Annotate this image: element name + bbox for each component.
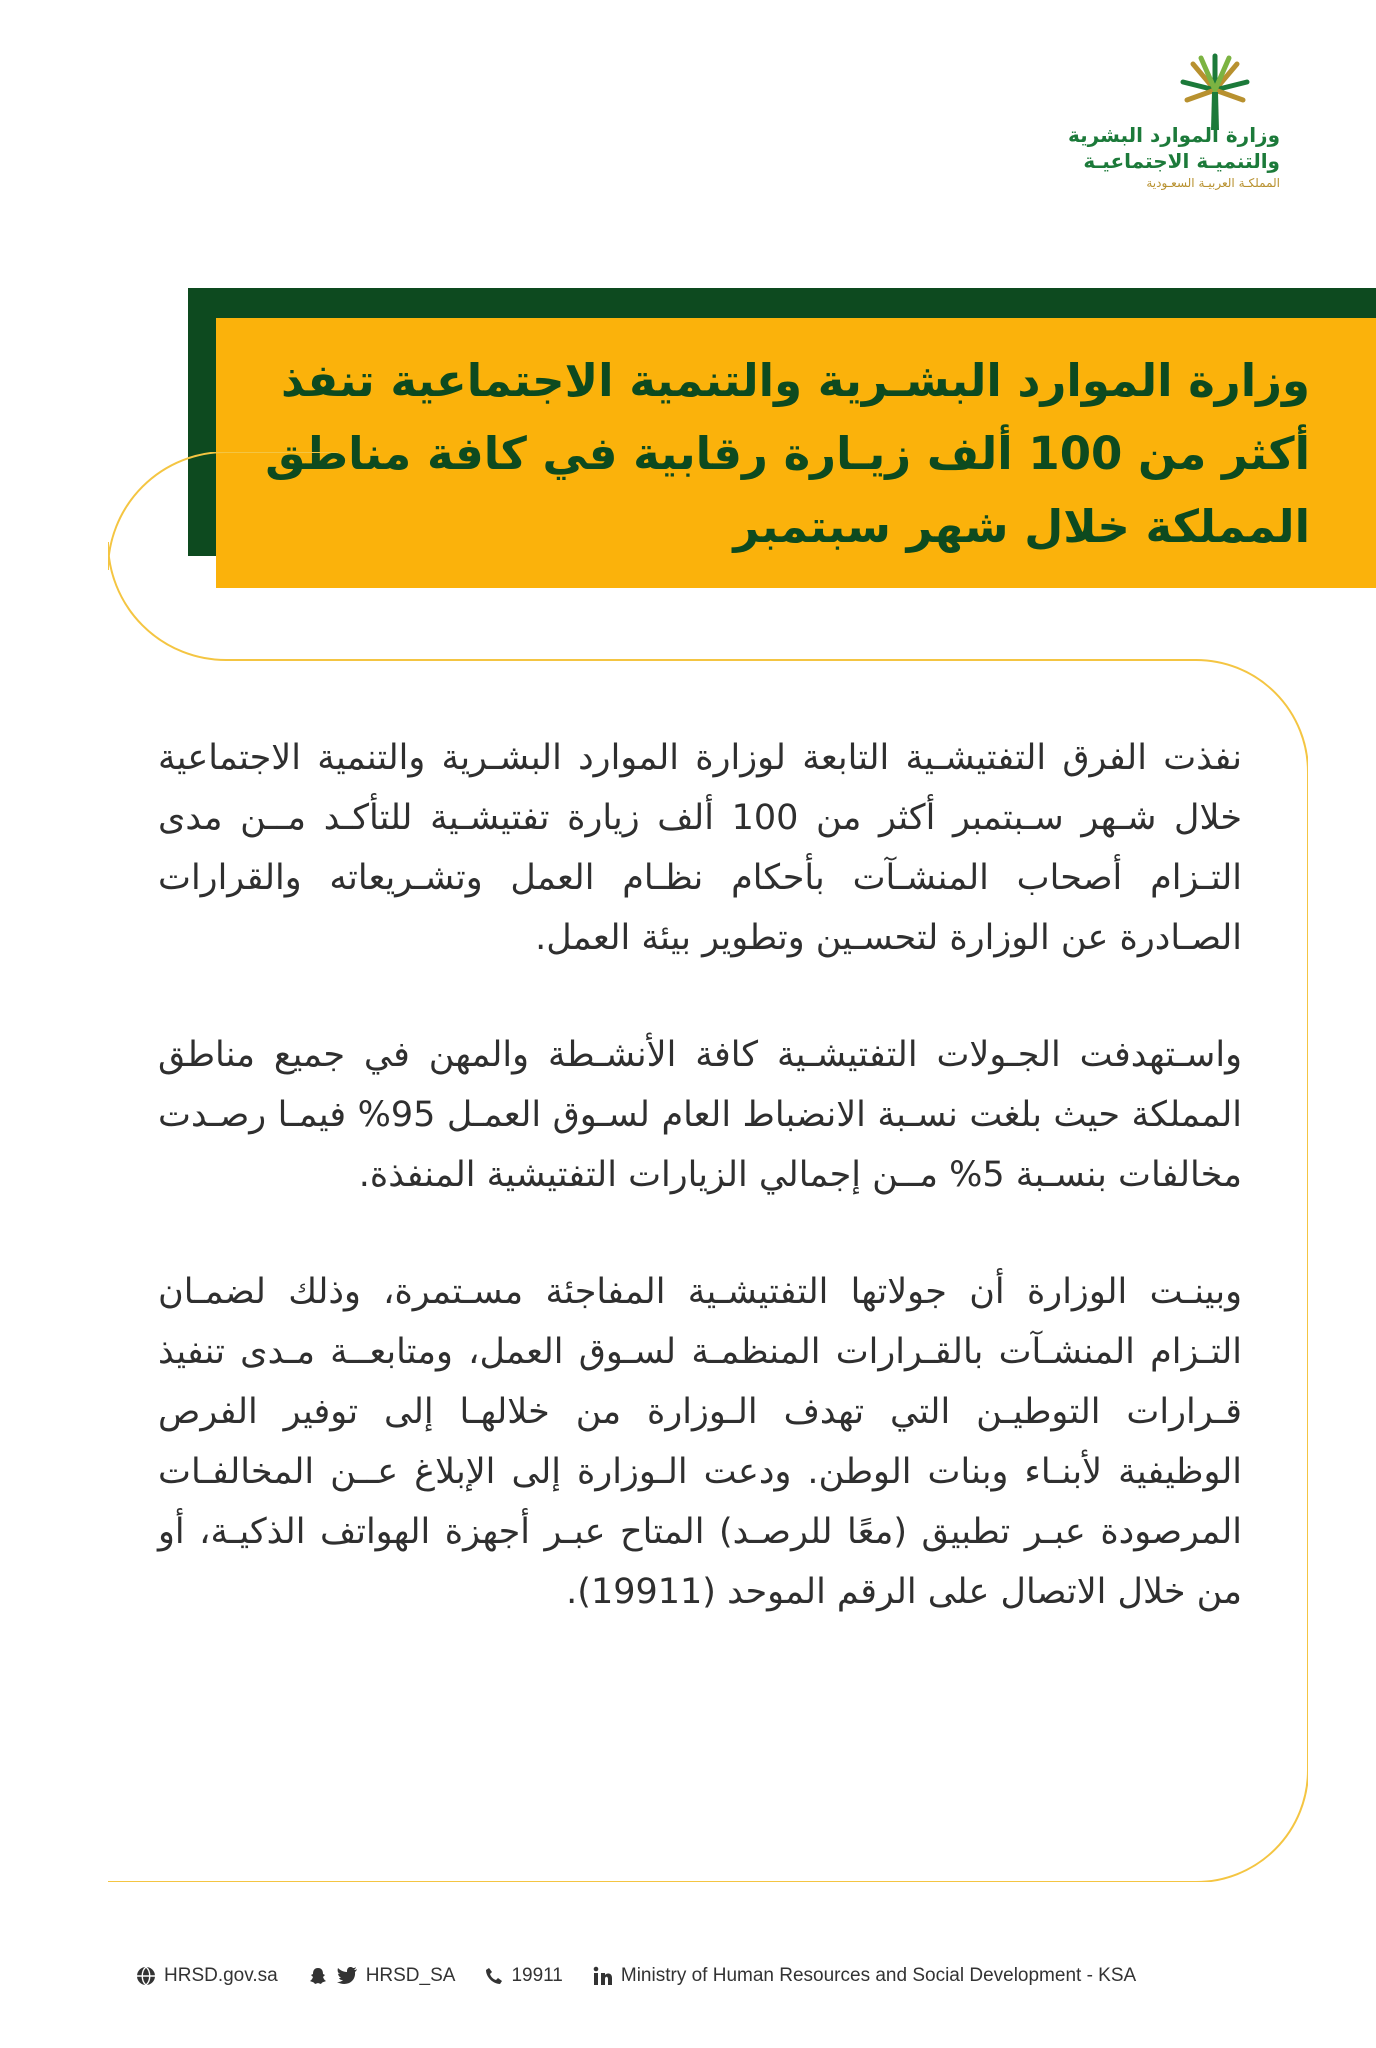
footer-contacts	[136, 1956, 1236, 1996]
footer-website[interactable]	[136, 1965, 278, 1987]
paragraph-2: واسـتهدفت الجـولات التفتيشـية كافة الأنشـطة والمهن في جميع مناطق المملكة حيث بلغت نسـبة الانضباط العام لسـوق العمـل 95% فيمـا رصـدت مخالفات بنسـبة 5% مــن إجمالي الزيارات التفتيشية المنفذة.	[158, 1035, 1242, 1195]
headline-title: وزارة الموارد البشـرية والتنمية الاجتماعية تنفذ أكثر من 100 ألف زيـارة رقابية في كافة مناطق المملكة خلال شهر سبتمبر	[265, 354, 1310, 553]
logo-country-name: المملكـة العربيـة السعـودية	[1146, 176, 1280, 190]
phone-icon	[485, 1967, 503, 1985]
footer-phone[interactable]	[485, 1965, 562, 1987]
headline-box	[216, 318, 1376, 588]
website-link[interactable]: HRSD.gov.sa	[164, 1965, 278, 1986]
footer-social[interactable]	[308, 1965, 456, 1987]
phone-number[interactable]: 19911	[511, 1965, 563, 1986]
snapchat-icon	[308, 1966, 328, 1986]
paragraph-3: وبينـت الوزارة أن جولاتها التفتيشـية المفاجئة مسـتمرة، وذلك لضمـان التـزام المنشـآت بالقـرارات المنظمـة لسـوق العمل، ومتابعــة مـدى تنفيذ قـرارات التوطيـن التي تهدف الـوزارة من خلالهـا إلى توفير الفرص الوظيفية لأبنـاء وبنات الوطن. ودعت الـوزارة إلى الإبلاغ عــن المخالفـات المرصودة عبـر تطبيق (معًا للرصـد) المتاح عبـر أجهزة الهواتف الذكيـة، أو من خلال الاتصال على الرقم الموحد (19911).	[158, 1272, 1242, 1612]
article-body	[158, 728, 1242, 1679]
palm-tree-icon	[1175, 50, 1255, 130]
paragraph-1: نفذت الفرق التفتيشـية التابعة لوزارة الموارد البشـرية والتنمية الاجتماعية خلال شـهر سـبتمبر أكثر من 100 ألف زيارة تفتيشـية للتأكـد مــن مدى التـزام أصحاب المنشـآت بأحكام نظـام العمل وتشـريعاته والقرارات الصـادرة عن الوزارة لتحسـين وتطوير بيئة العمل.	[158, 738, 1243, 958]
social-handle[interactable]: HRSD_SA	[365, 1965, 456, 1986]
twitter-icon	[336, 1966, 358, 1986]
globe-icon	[136, 1966, 156, 1986]
linkedin-icon	[593, 1966, 613, 1986]
linkedin-label[interactable]: Ministry of Human Resources and Social Development - KSA	[620, 1965, 1137, 1986]
ministry-logo	[1040, 50, 1280, 210]
logo-ministry-name-line1: وزارة الموارد البشرية	[1068, 123, 1280, 147]
footer-linkedin[interactable]	[593, 1965, 1136, 1987]
logo-ministry-name-line2: والتنميـة الاجتماعيـة	[1083, 149, 1280, 173]
